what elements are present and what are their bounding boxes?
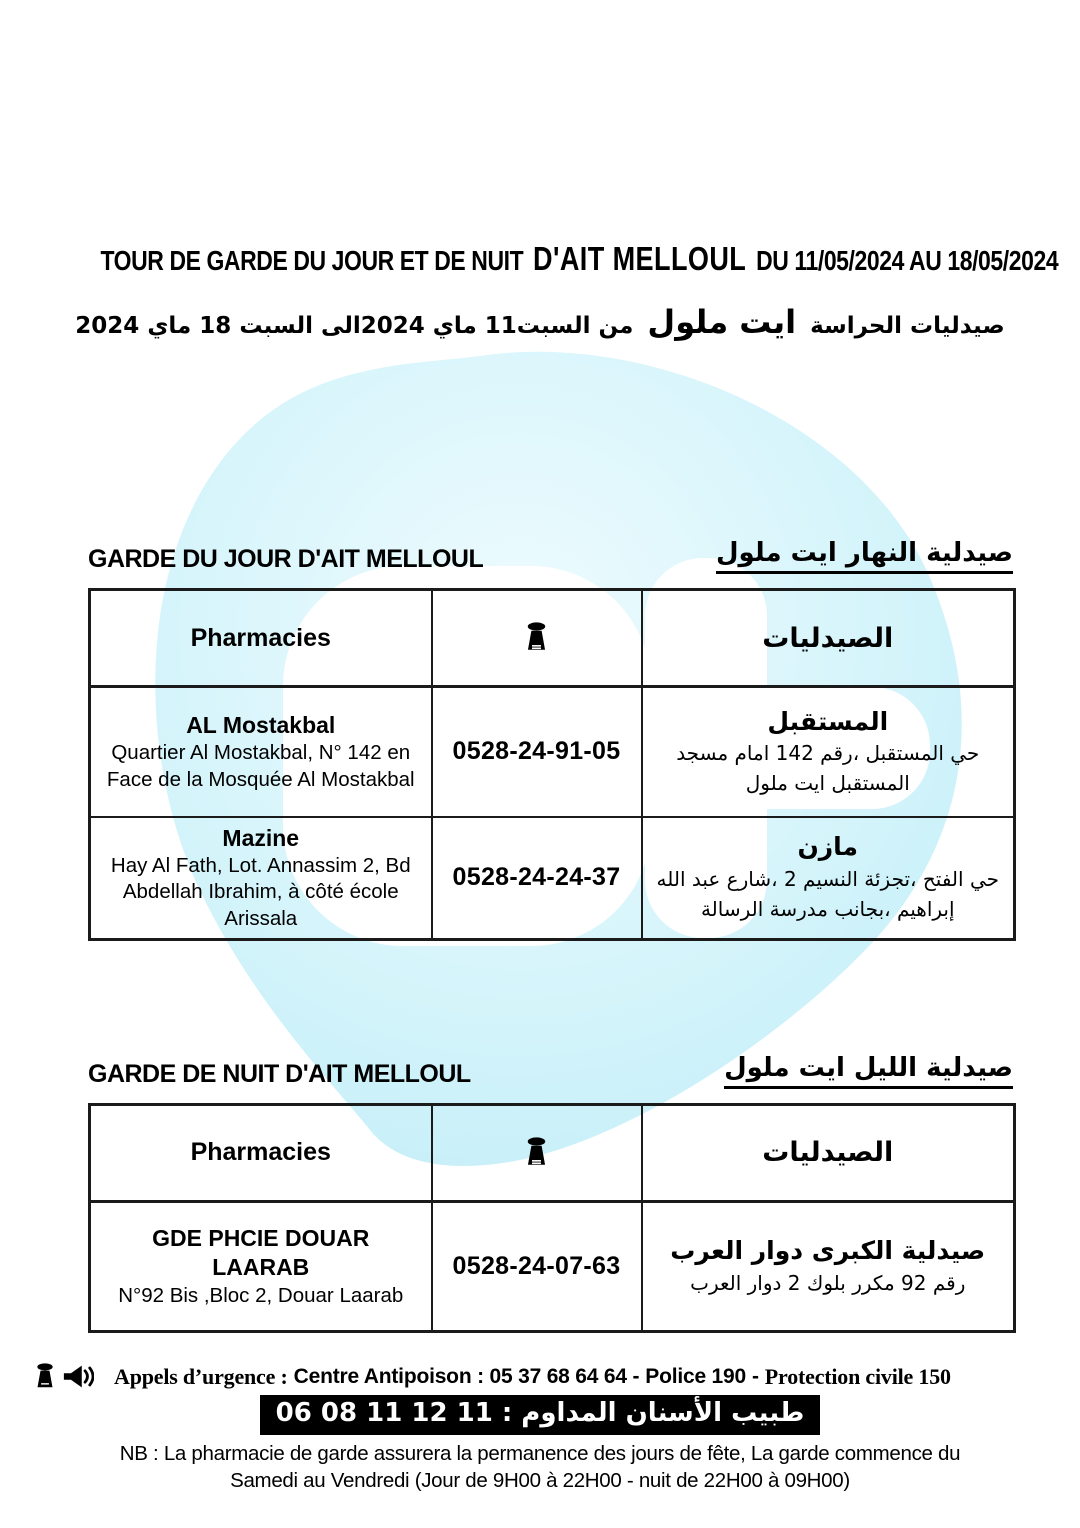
telephone-icon	[524, 622, 549, 654]
title-prefix: TOUR DE GARDE DU JOUR ET DE NUIT	[100, 245, 524, 276]
pharmacy-address: N°92 Bis ,Bloc 2, Douar Laarab	[118, 1283, 404, 1307]
emergency-label: Appels d’urgence :	[114, 1363, 288, 1389]
emergency-separator: -	[752, 1364, 759, 1388]
document-title	[97, 240, 1059, 278]
emergency-antipoison: Centre Antipoison : 05 37 68 64 64 -	[293, 1364, 640, 1388]
pharmacy-fr-cell	[90, 1201, 432, 1331]
nb-note	[0, 1440, 1080, 1494]
column-phone	[432, 1104, 642, 1201]
column-pharmacies-arabic: الصيدليات	[642, 590, 1015, 687]
pharmacy-address-arabic: حي المستقبل ،رقم 142 امام مسجد المستقبل ايت ملول	[676, 741, 980, 795]
emergency-numbers-line	[34, 1363, 1080, 1391]
night-heading-arabic: صيدلية الليل ايت ملول	[724, 1053, 1013, 1089]
column-pharmacies-arabic: الصيدليات	[642, 1104, 1015, 1201]
day-table-header-row	[90, 590, 1015, 687]
table-row	[90, 687, 1015, 817]
night-heading-french: GARDE DE NUIT D'AIT MELLOUL	[88, 1059, 471, 1088]
pharmacy-address: Hay Al Fath, Lot. Annassim 2, Bd Abdellah Ibrahim, à côté école Arissala	[110, 854, 411, 930]
pharmacy-fr-cell	[90, 817, 432, 940]
subtitle-rest: من السبت11 ماي 2024الى السبت 18 ماي 2024	[75, 313, 634, 339]
pharmacy-phone: 0528-24-07-63	[432, 1201, 642, 1331]
megaphone-icon	[62, 1364, 94, 1389]
day-section-heading	[88, 538, 1013, 574]
night-table-header-row	[90, 1104, 1015, 1201]
telephone-icon	[524, 1137, 549, 1169]
telephone-icon	[34, 1363, 56, 1391]
pharmacy-name: Mazine	[222, 824, 300, 851]
dentist-phone-number: 06 08 11 12 11	[275, 1397, 493, 1428]
pharmacy-name-arabic: المستقبل	[767, 706, 889, 736]
pharmacy-name: GDE PHCIE DOUAR LAARAB	[152, 1225, 370, 1280]
subtitle-lead: صيدليات الحراسة	[810, 313, 1005, 339]
pharmacy-address-arabic: حي الفتح ،تجزئة النسيم 2 ،شارع عبد الله إبراهيم ،بجانب مدرسة الرسالة	[656, 866, 999, 921]
day-heading-french: GARDE DU JOUR D'AIT MELLOUL	[88, 545, 484, 573]
pharmacy-ar-cell	[642, 1201, 1015, 1331]
table-row	[90, 817, 1015, 940]
pharmacy-name-arabic: صيدلية الكبرى دوار العرب	[670, 1236, 986, 1266]
nb-line-1: NB : La pharmacie de garde assurera la permanence des jours de fête, La garde commence du	[119, 1442, 961, 1466]
subtitle-city: ايت ملول	[647, 303, 797, 341]
dentist-banner-wrap	[0, 1395, 1080, 1435]
day-heading-arabic: صيدلية النهار ايت ملول	[716, 538, 1013, 574]
table-row	[90, 1201, 1015, 1331]
pharmacy-address: Quartier Al Mostakbal, N° 142 en Face de la Mosquée Al Mostakbal	[106, 741, 415, 791]
column-pharmacies: Pharmacies	[90, 1104, 432, 1201]
pharmacy-ar-cell	[642, 817, 1015, 940]
day-garde-table	[88, 588, 1016, 941]
document-subtitle-arabic	[0, 302, 1080, 346]
dentist-banner	[260, 1395, 821, 1435]
pharmacy-ar-cell	[642, 687, 1015, 817]
pharmacy-address-arabic: رقم 92 مكرر بلوك 2 دوار العرب	[690, 1270, 966, 1295]
pharmacy-name: AL Mostakbal	[186, 711, 336, 738]
night-garde-table	[88, 1103, 1016, 1333]
dentist-label-arabic: طبيب الأسنان المداوم :	[501, 1397, 805, 1428]
night-section-heading	[88, 1053, 1013, 1089]
title-city: D'AIT MELLOUL	[533, 240, 747, 277]
pharmacy-phone: 0528-24-24-37	[432, 817, 642, 940]
column-phone	[432, 590, 642, 687]
emergency-police: Police 190	[645, 1364, 746, 1388]
pharmacy-fr-cell	[90, 687, 432, 817]
nb-line-2: Samedi au Vendredi (Jour de 9H00 à 22H00 - nuit de 22H00 à 09H00)	[230, 1469, 850, 1493]
pharmacy-name-arabic: مازن	[797, 832, 859, 862]
column-pharmacies: Pharmacies	[90, 590, 432, 687]
emergency-protection: Protection civile 150	[764, 1363, 951, 1389]
pharmacy-phone: 0528-24-91-05	[432, 687, 642, 817]
title-dates: DU 11/05/2024 AU 18/05/2024	[756, 245, 1059, 276]
